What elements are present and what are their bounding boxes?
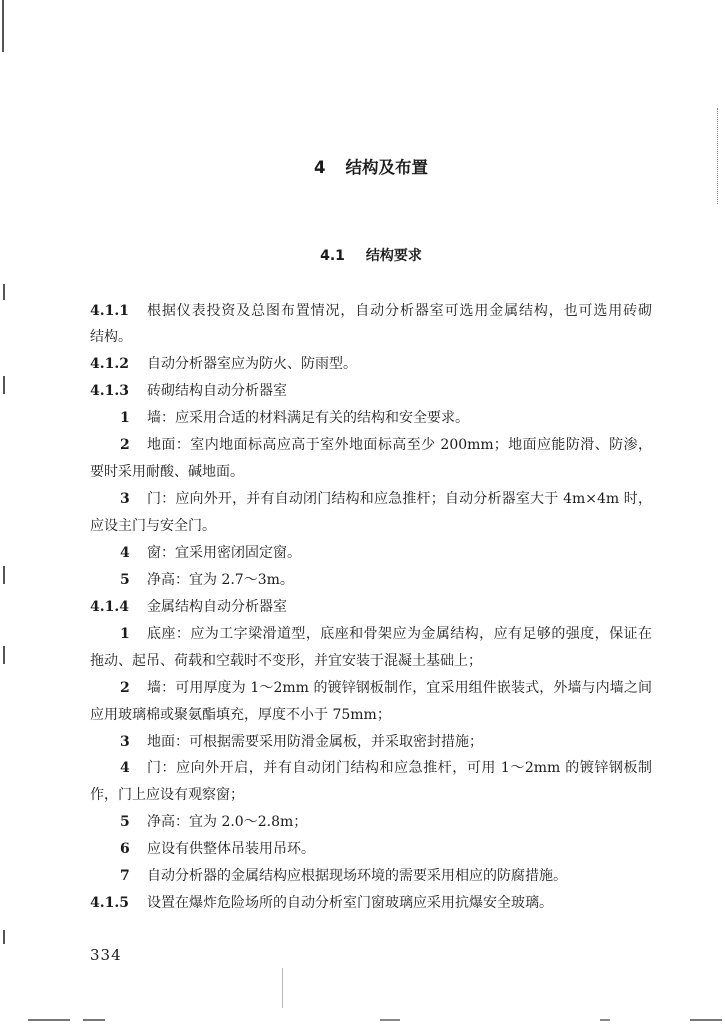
clause-4-1-1	[90, 298, 652, 325]
list-item	[90, 540, 652, 567]
item-number: 4	[120, 760, 130, 777]
item-text-line: 拖动、起吊、荷载和空载时不变形，并宜安装于混凝土基础上；	[90, 652, 482, 669]
item-text-line: 墙：应采用合适的材料满足有关的结构和安全要求。	[147, 410, 469, 427]
list-item	[90, 729, 652, 756]
clause-4-1-4	[90, 594, 652, 621]
clause-text-line: 砖砌结构自动分析器室	[147, 383, 287, 400]
list-item-continuation	[90, 513, 652, 540]
item-text-line: 自动分析器的金属结构应根据现场环境的需要采用相应的防腐措施。	[147, 868, 567, 885]
clause-number: 4.1.5	[90, 895, 129, 912]
item-text-line: 作，门上应设有观察窗；	[90, 787, 244, 804]
scan-mark	[3, 376, 5, 394]
clause-4-1-5	[90, 890, 652, 917]
clause-number: 4.1.3	[90, 383, 129, 400]
clause-4-1-1-continuation	[90, 324, 652, 351]
section-number: 4.1	[320, 248, 345, 264]
scan-mark	[28, 1019, 70, 1021]
item-number: 7	[120, 868, 130, 885]
item-number: 3	[120, 733, 130, 750]
scan-mark	[717, 108, 718, 204]
item-text-line: 墙：可用厚度为 1～2mm 的镀锌钢板制作，宜采用组件嵌装式，外墙与内墙之间	[147, 679, 652, 696]
list-item	[90, 755, 652, 782]
scan-mark	[83, 1019, 105, 1021]
item-text-line: 门：应向外开，并有自动闭门结构和应急推杆；自动分析器室大于 4m×4m 时，	[147, 491, 652, 508]
clause-text-line: 设置在爆炸危险场所的自动分析室门窗玻璃应采用抗爆安全玻璃。	[147, 895, 553, 912]
clause-text-line: 金属结构自动分析器室	[147, 598, 287, 615]
item-number: 4	[120, 544, 130, 561]
section-heading	[90, 246, 652, 266]
item-text-line: 地面：可根据需要采用防滑金属板，并采取密封措施；	[147, 733, 483, 750]
item-number: 2	[120, 437, 130, 454]
list-item	[90, 621, 652, 648]
list-item-continuation	[90, 782, 652, 809]
list-item	[90, 432, 652, 459]
list-item	[90, 836, 652, 863]
list-item	[90, 486, 652, 513]
chapter-heading	[90, 157, 652, 179]
item-text-line: 要时采用耐酸、碱地面。	[90, 464, 244, 481]
item-text-line: 应设主门与安全门。	[90, 518, 216, 534]
item-text-line: 底座：应为工字梁滑道型，底座和骨架应为金属结构，应有足够的强度，保证在	[147, 625, 652, 642]
list-item	[90, 567, 652, 594]
list-item	[90, 863, 652, 890]
scan-mark	[690, 1019, 722, 1021]
list-item-continuation	[90, 702, 652, 729]
item-number: 1	[120, 625, 130, 642]
clause-number: 4.1.2	[90, 356, 129, 373]
scan-mark	[380, 1019, 400, 1021]
scan-mark	[3, 284, 5, 300]
scan-mark	[282, 968, 283, 1008]
list-item	[90, 405, 652, 432]
clause-text-line: 结构。	[90, 329, 132, 346]
list-item	[90, 675, 652, 702]
item-text-line: 净高：宜为 2.0～2.8m；	[147, 814, 308, 831]
list-item	[90, 809, 652, 836]
clause-text-line: 根据仪表投资及总图布置情况，自动分析器室可选用金属结构，也可选用砖砌	[147, 302, 652, 319]
item-text-line: 应设有供整体吊装用吊环。	[147, 841, 315, 858]
item-number: 1	[120, 410, 130, 427]
item-text-line: 应用玻璃棉或聚氨酯填充，厚度不小于 75mm；	[90, 706, 391, 723]
scan-mark	[3, 646, 5, 664]
list-item-continuation	[90, 459, 652, 486]
scan-mark	[600, 1019, 610, 1021]
item-text-line: 窗：宜采用密闭固定窗。	[147, 544, 301, 561]
clause-4-1-3	[90, 378, 652, 405]
item-number: 5	[120, 814, 130, 831]
item-text-line: 门：应向外开启，并有自动闭门结构和应急推杆，可用 1～2mm 的镀锌钢板制	[147, 760, 652, 777]
scan-mark	[3, 930, 5, 944]
chapter-title: 结构及布置	[345, 158, 428, 177]
item-number: 3	[120, 491, 130, 508]
item-number: 2	[120, 679, 130, 696]
item-number: 6	[120, 841, 130, 858]
clause-4-1-2	[90, 351, 652, 378]
page-number: 334	[90, 946, 122, 964]
section-title: 结构要求	[365, 248, 422, 264]
clause-number: 4.1.1	[90, 302, 129, 319]
scan-edge-line	[2, 0, 4, 52]
clause-number: 4.1.4	[90, 598, 129, 615]
item-number: 5	[120, 571, 130, 588]
scan-mark	[3, 566, 5, 584]
item-text-line: 地面：室内地面标高应高于室外地面标高至少 200mm；地面应能防滑、防渗，	[147, 437, 652, 454]
chapter-number: 4	[314, 158, 326, 177]
list-item-continuation	[90, 648, 652, 675]
clause-text-line: 自动分析器室应为防火、防雨型。	[147, 356, 357, 373]
item-text-line: 净高：宜为 2.7～3m。	[147, 571, 294, 588]
document-body	[90, 298, 652, 918]
